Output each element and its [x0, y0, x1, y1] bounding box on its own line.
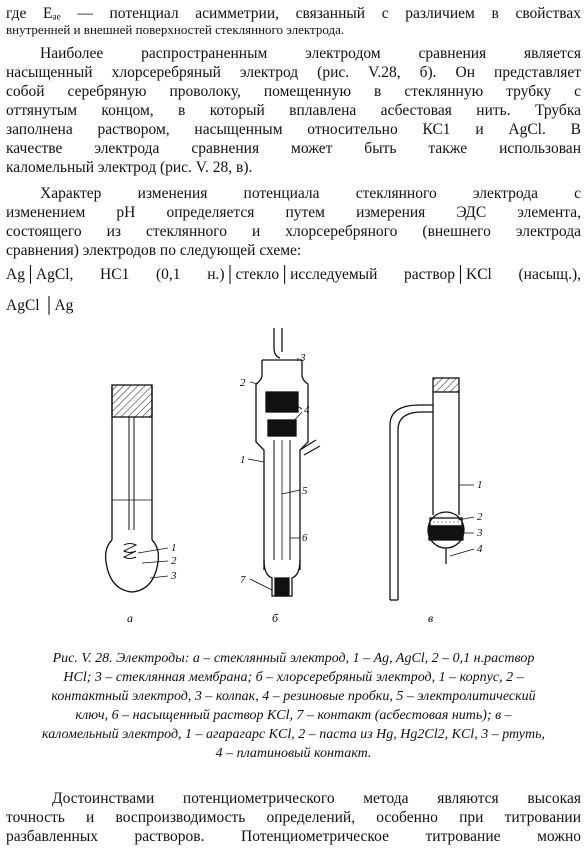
calomel-electrode-drawing	[390, 378, 464, 600]
caption-line-5: каломельный электрод, 1 – агарагарс KCl, 2 – паста из Hg, Hg2Cl2, KCl, 3 – ртуть,	[42, 727, 545, 742]
caption-line-1: Рис. V. 28. Электроды: а – стеклянный электрод, 1 – Ag, AgCl, 2 – 0,1 н.раствор	[52, 651, 535, 666]
intro-line-2: внутренней и внешней поверхностей стеклянного электрода.	[6, 22, 345, 37]
c-label-3: 3	[477, 527, 483, 539]
p2-line-1: Характер изменения потенциала стеклянного электрода с	[40, 185, 581, 202]
b-label-5: 5	[302, 485, 308, 497]
b-label-6: 6	[302, 532, 308, 544]
b-label-2: 2	[240, 377, 246, 389]
p1-line-3: собой серебряную проволоку, помещенную в стеклянную трубку с	[6, 83, 581, 100]
p1-line-7: каломельный электрод (рис. V. 28, в).	[6, 159, 253, 176]
caption-line-4: ключ, 6 – насыщенный раствор KCl, 7 – контакт (асбестовая нить); в –	[75, 708, 512, 723]
glass-electrode-leaders	[138, 548, 168, 578]
a-label-3: 3	[171, 570, 177, 582]
scheme-line-1: Ag│AgCl, HC1 (0,1 н.)│стекло│исследуемый раствор│KCl (насыщ.),	[6, 266, 581, 283]
c-label-4: 4	[477, 543, 483, 555]
p1-line-5: заполнена раствором, насыщенным относительно КС1 и AgCl. В	[6, 121, 581, 138]
sublabel-b: б	[272, 611, 279, 625]
p2-line-3: состоящего из стеклянного и хлорсеребряного (внешнего электрода	[6, 223, 581, 240]
scheme-line-2: AgCl │Ag	[6, 297, 74, 314]
p3-line-1: Достоинствами потенциометрического метода являются высокая	[52, 790, 581, 807]
a-label-1: 1	[171, 542, 177, 554]
caption-line-2: HCl; 3 – стеклянная мембрана; б – хлорсеребряный электрод, 1 – корпус, 2 –	[63, 670, 524, 685]
a-label-2: 2	[171, 555, 177, 567]
p3-line-3: разбавленных растворов. Потенциометрическое титрование можно	[6, 828, 581, 845]
b-label-7: 7	[240, 574, 246, 586]
b-label-4: 4	[304, 404, 310, 416]
sublabel-a: а	[127, 611, 133, 625]
b-label-1: 1	[240, 454, 246, 466]
p1-line-4: оттянутым концом, в который вплавлена асбестовая нить. Трубка	[6, 102, 581, 119]
silver-chloride-electrode-drawing	[256, 328, 320, 596]
p2-line-4: сравнения) электродов по следующей схеме:	[6, 242, 302, 259]
c-label-2: 2	[477, 511, 483, 523]
caption-line-6: 4 – платиновый контакт.	[215, 746, 372, 761]
glass-electrode-drawing	[106, 385, 159, 592]
caption-line-3: контактный электрод, 3 – колпак, 4 – резиновые пробки, 5 – электролитический	[51, 689, 536, 704]
p3-line-2: точность и воспроизводимость определений, особенно при титровании	[6, 809, 581, 826]
b-label-3: 3	[300, 352, 306, 364]
p1-line-1: Наиболее распространенным электродом сравнения является	[40, 45, 581, 62]
sublabel-c: в	[428, 611, 434, 625]
p1-line-6: качестве электрода сравнения может быть также использован	[6, 140, 581, 157]
c-label-1: 1	[477, 479, 483, 491]
p2-line-2: изменением pH определяется путем измерения ЭДС элемента,	[6, 204, 581, 221]
p1-line-2: насыщенный хлорсеребряный электрод (рис. V.28, б). Он представляет	[6, 64, 581, 81]
intro-line-1: где Eₐₑ — потенциал асимметрии, связанный с различием в свойствах	[6, 5, 581, 22]
